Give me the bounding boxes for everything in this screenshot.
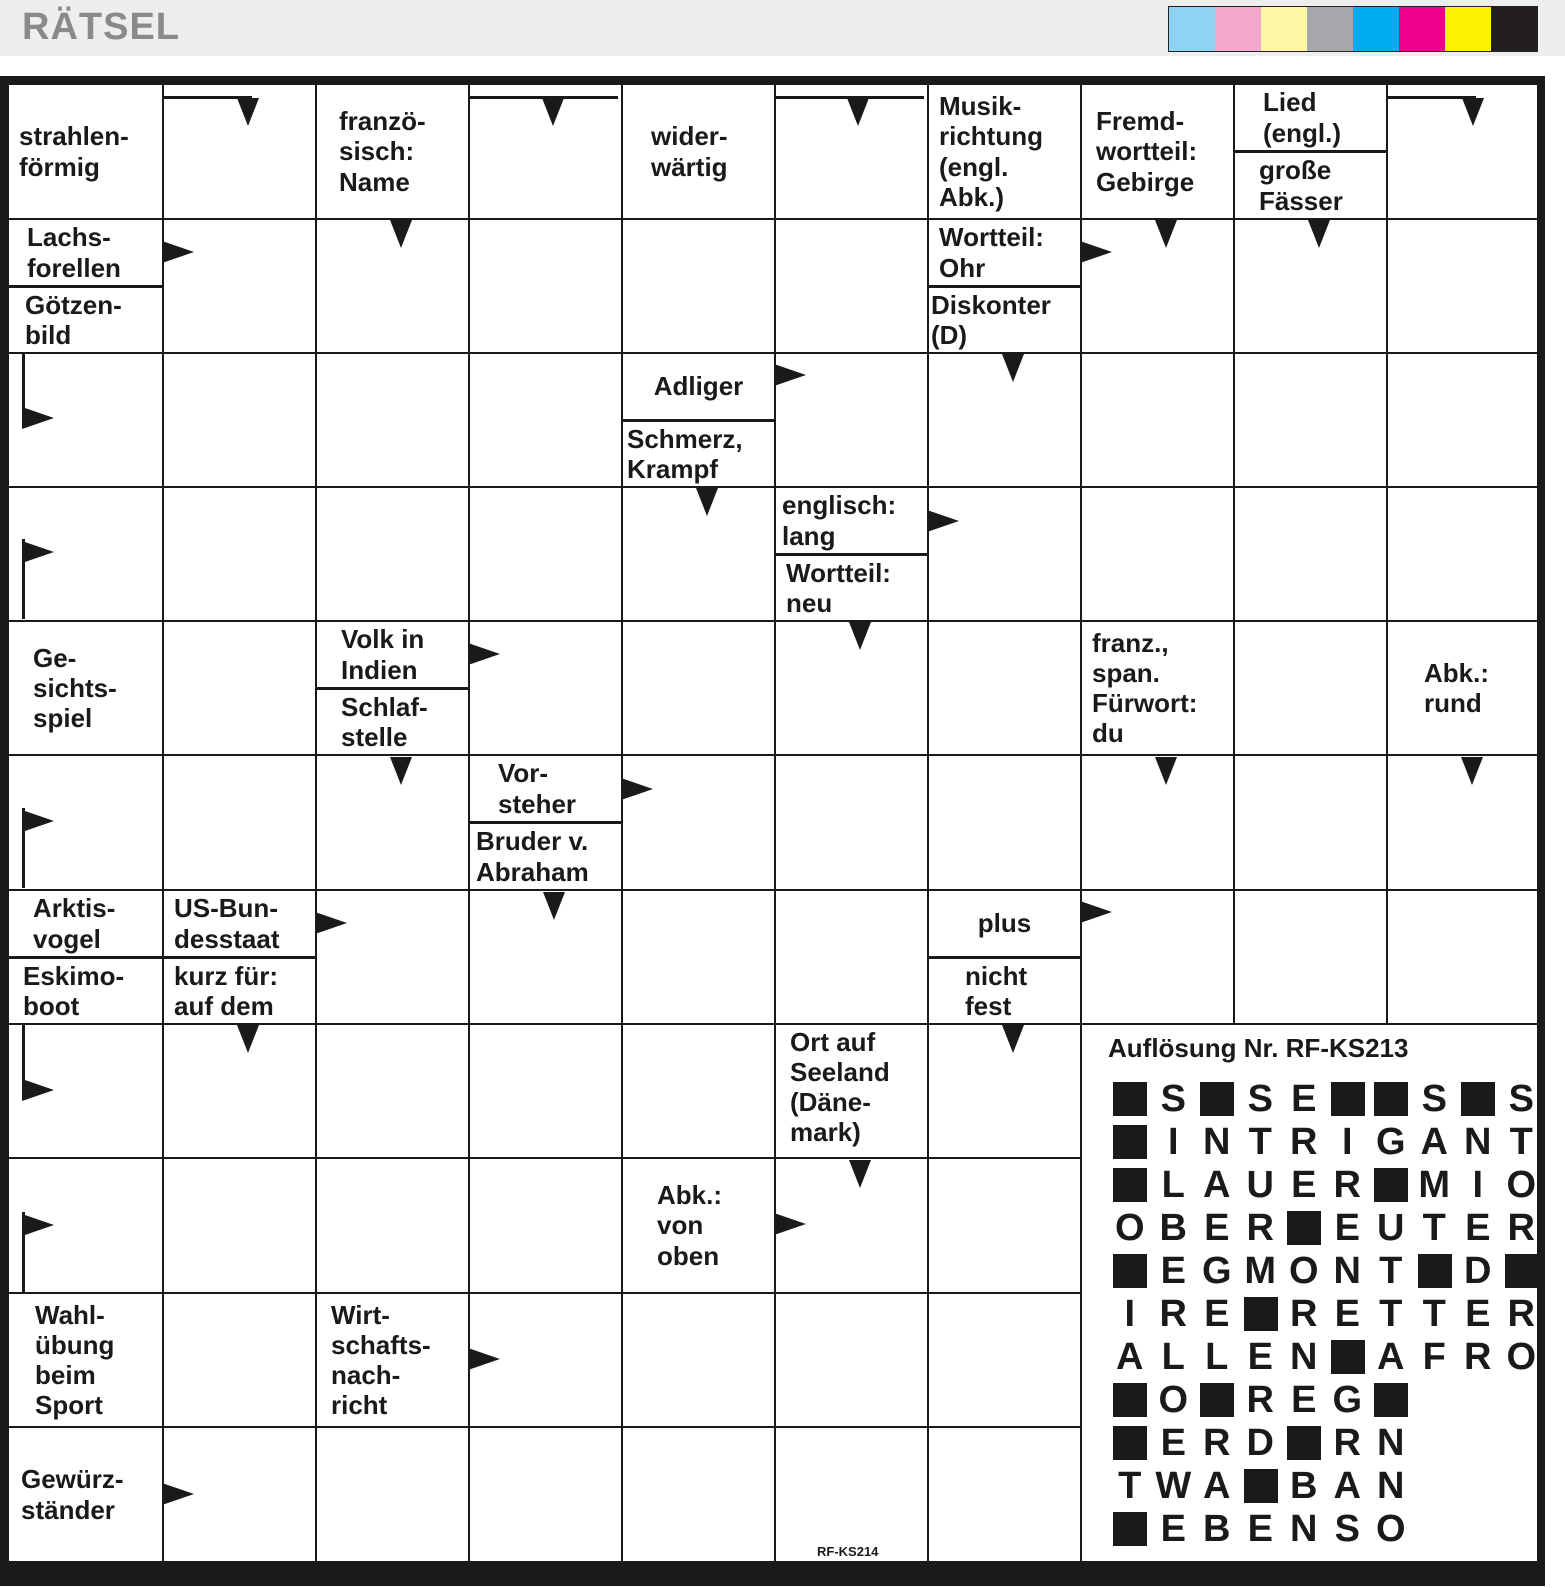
solution-letter: R (1507, 1206, 1535, 1249)
solution-panel (1082, 1025, 1537, 1561)
clue-diskonter_d: Diskonter (D) (931, 289, 1051, 350)
clue-wirtschaftsnachricht: Wirt- schafts- nach- richt (331, 1299, 431, 1421)
solution-letter: L (1161, 1335, 1185, 1378)
arrow-down-icon (849, 622, 871, 650)
clue-wortteil_ohr: Wortteil: Ohr (939, 222, 1044, 283)
solution-letter: O (1506, 1335, 1537, 1378)
clue-schlafstelle: Schlaf- stelle (341, 691, 428, 752)
arrow-down-icon (237, 1025, 259, 1053)
solution-letter: R (1464, 1335, 1492, 1378)
solution-block (1374, 1168, 1408, 1202)
clue-goetzenbild: Götzen- bild (25, 289, 122, 350)
arrow-right-icon (315, 912, 347, 934)
arrow-right-icon (22, 810, 54, 832)
arrow-down-icon (1155, 220, 1177, 248)
solution-letter: U (1377, 1206, 1405, 1249)
solution-letter: F (1422, 1335, 1446, 1378)
solution-block (1113, 1082, 1147, 1116)
grid-cell[interactable] (317, 1159, 468, 1292)
grid-cell[interactable] (470, 354, 621, 486)
clue-widerwaertig: wider- wärtig (651, 121, 728, 182)
solution-letter: I (1472, 1163, 1484, 1206)
solution-letter: O (1506, 1163, 1537, 1206)
solution-letter: E (1465, 1206, 1491, 1249)
solution-row (1108, 1464, 1543, 1507)
clue-franzoesisch_name: franzö- sisch: Name (339, 106, 426, 197)
clue-wortteil_neu: Wortteil: neu (786, 557, 891, 618)
solution-letter: R (1507, 1292, 1535, 1335)
grid-cell[interactable] (164, 354, 315, 486)
arrow-right-icon (621, 778, 653, 800)
grid-cell[interactable] (470, 1428, 621, 1561)
arrow-right-icon (927, 510, 959, 532)
solution-row (1108, 1163, 1543, 1206)
solution-letter: N (1290, 1335, 1318, 1378)
solution-letter: M (1418, 1163, 1451, 1206)
solution-block (1113, 1512, 1147, 1546)
clue-vorsteher: Vor- steher (498, 758, 577, 819)
clue-wahluebung: Wahl- übung beim Sport (35, 1299, 115, 1421)
arrow-down-icon (237, 98, 259, 126)
grid-cell[interactable] (317, 891, 468, 1023)
solution-block (1331, 1082, 1365, 1116)
solution-letter: E (1247, 1507, 1273, 1550)
solution-letter: G (1201, 1249, 1232, 1292)
grid-cell[interactable] (1235, 622, 1386, 754)
grid-cell[interactable] (317, 1428, 468, 1561)
grid-cell[interactable] (1388, 891, 1537, 1023)
solution-letter: G (1375, 1120, 1406, 1163)
solution-letter: D (1464, 1249, 1492, 1292)
solution-letter: E (1160, 1249, 1186, 1292)
solution-letter: T (1118, 1464, 1142, 1507)
solution-block (1461, 1082, 1495, 1116)
clue-arktisvogel: Arktis- vogel (33, 893, 116, 954)
solution-row (1108, 1507, 1543, 1550)
solution-letter: L (1205, 1335, 1229, 1378)
solution-letter: E (1160, 1507, 1186, 1550)
solution-block (1418, 1254, 1452, 1288)
grid-cell[interactable] (1235, 891, 1386, 1023)
clue-abk_rund_label: Abk.: rund (1424, 657, 1489, 718)
grid-cell[interactable] (1235, 488, 1386, 620)
grid-cell[interactable] (776, 1294, 927, 1426)
arrow-right-icon (774, 364, 806, 386)
grid-cell[interactable] (623, 891, 774, 1023)
solution-letter: O (1288, 1249, 1319, 1292)
grid-cell[interactable] (164, 488, 315, 620)
solution-block (1200, 1082, 1234, 1116)
solution-letter: R (1246, 1206, 1274, 1249)
clue-eskimoboot: Eskimo- boot (23, 960, 125, 1021)
solution-letter: A (1333, 1464, 1361, 1507)
grid-cell[interactable] (317, 1025, 468, 1157)
arrow-right-icon (22, 1214, 54, 1236)
grid-cell[interactable] (1388, 488, 1537, 620)
grid-cell[interactable] (317, 354, 468, 486)
clue-musikrichtung: Musik- richtung (engl. Abk.) (939, 91, 1043, 212)
arrow-stem (162, 96, 252, 99)
grid-cell[interactable] (317, 488, 468, 620)
solution-letter: I (1167, 1120, 1179, 1163)
solution-letter: A (1116, 1335, 1144, 1378)
clue-adliger: Adliger (653, 371, 744, 402)
solution-letter: E (1291, 1378, 1317, 1421)
solution-letter: T (1422, 1206, 1446, 1249)
grid-cell[interactable] (929, 488, 1080, 620)
swatch-black (1491, 7, 1537, 51)
solution-letter: R (1203, 1421, 1231, 1464)
solution-letter: B (1290, 1464, 1318, 1507)
solution-letter: N (1377, 1421, 1405, 1464)
solution-letter: S (1508, 1077, 1534, 1120)
solution-letter: E (1160, 1421, 1186, 1464)
clue-fremdwortteil_gebirge: Fremd- wortteil: Gebirge (1096, 106, 1198, 197)
solution-letter: U (1246, 1163, 1274, 1206)
grid-cell[interactable] (470, 1025, 621, 1157)
solution-letter: R (1333, 1421, 1361, 1464)
grid-cell[interactable] (929, 1294, 1080, 1426)
grid-cell[interactable] (623, 1025, 774, 1157)
solution-letter: A (1377, 1335, 1405, 1378)
solution-row (1108, 1120, 1543, 1163)
solution-letter: T (1379, 1249, 1403, 1292)
grid-cell[interactable] (776, 891, 927, 1023)
solution-row (1108, 1292, 1543, 1335)
arrow-down-icon (390, 757, 412, 785)
solution-letter: S (1160, 1077, 1186, 1120)
solution-letter: B (1159, 1206, 1187, 1249)
solution-block (1244, 1297, 1278, 1331)
solution-letter: E (1204, 1292, 1230, 1335)
solution-letter: S (1421, 1077, 1447, 1120)
solution-letter: T (1248, 1120, 1272, 1163)
arrow-right-icon (468, 1348, 500, 1370)
solution-block (1113, 1125, 1147, 1159)
arrow-right-icon (1080, 901, 1112, 923)
arrow-down-icon (696, 488, 718, 516)
clue-ort_auf_seeland: Ort auf Seeland (Däne- mark) (790, 1027, 890, 1148)
grid-cell[interactable] (1388, 220, 1537, 352)
solution-letter: A (1420, 1120, 1448, 1163)
header-bar (0, 0, 1565, 56)
swatch-pink (1215, 7, 1261, 51)
arrow-down-icon (1461, 757, 1483, 785)
solution-block (1374, 1383, 1408, 1417)
color-swatches (1168, 6, 1538, 52)
grid-cell[interactable] (1235, 354, 1386, 486)
grid-cell[interactable] (470, 622, 621, 754)
puzzle-code: RF-KS214 (817, 1544, 879, 1559)
clue-gewuerzstaender: Gewürz- ständer (21, 1464, 124, 1525)
solution-letter: L (1161, 1163, 1185, 1206)
solution-block (1200, 1383, 1234, 1417)
arrow-stem (22, 808, 25, 888)
clue-nicht_fest: nicht fest (965, 960, 1028, 1021)
grid-cell[interactable] (470, 220, 621, 352)
arrow-down-icon (849, 1160, 871, 1188)
solution-letter: R (1290, 1292, 1318, 1335)
solution-letter: R (1333, 1163, 1361, 1206)
solution-letter: B (1203, 1507, 1231, 1550)
solution-letter: T (1422, 1292, 1446, 1335)
arrow-stem (22, 354, 25, 426)
solution-letter: N (1377, 1464, 1405, 1507)
arrow-stem (22, 1212, 25, 1292)
solution-block (1113, 1383, 1147, 1417)
arrow-down-icon (1462, 98, 1484, 126)
arrow-right-icon (1080, 241, 1112, 263)
solution-letter: O (1158, 1378, 1189, 1421)
solution-block (1374, 1082, 1408, 1116)
crossword-grid (8, 84, 1538, 1562)
grid-cell[interactable] (1235, 756, 1386, 889)
solution-letter: I (1341, 1120, 1353, 1163)
swatch-magenta (1399, 7, 1445, 51)
arrow-stem (774, 96, 924, 99)
grid-cell[interactable] (623, 1428, 774, 1561)
grid-cell[interactable] (470, 488, 621, 620)
solution-letter: W (1155, 1464, 1192, 1507)
solution-letter: I (1124, 1292, 1136, 1335)
grid-cell[interactable] (164, 622, 315, 754)
grid-cell[interactable] (929, 622, 1080, 754)
solution-block (1331, 1340, 1365, 1374)
solution-row (1108, 1077, 1543, 1120)
solution-row (1108, 1335, 1543, 1378)
page-title: RÄTSEL (22, 6, 180, 48)
swatch-cyan (1353, 7, 1399, 51)
arrow-down-icon (543, 892, 565, 920)
solution-letter: T (1379, 1292, 1403, 1335)
arrow-stem (468, 96, 618, 99)
arrow-down-icon (847, 98, 869, 126)
solution-letter: S (1247, 1077, 1273, 1120)
solution-letter: E (1204, 1206, 1230, 1249)
solution-letter: E (1291, 1077, 1317, 1120)
clue-lachsforellen: Lachs- forellen (27, 222, 121, 283)
grid-cell[interactable] (623, 622, 774, 754)
solution-block (1505, 1254, 1539, 1288)
swatch-light-yellow (1261, 7, 1307, 51)
solution-letter: E (1247, 1335, 1273, 1378)
solution-letter: E (1291, 1163, 1317, 1206)
swatch-gray (1307, 7, 1353, 51)
arrow-right-icon (774, 1213, 806, 1235)
swatch-yellow (1445, 7, 1491, 51)
solution-letter: T (1509, 1120, 1533, 1163)
clue-bruder_abraham: Bruder v. Abraham (476, 826, 589, 887)
solution-letter: E (1465, 1292, 1491, 1335)
solution-letter: N (1203, 1120, 1231, 1163)
grid-cell[interactable] (164, 756, 315, 889)
arrow-stem (22, 1025, 25, 1097)
solution-letter: N (1290, 1507, 1318, 1550)
solution-letter: N (1464, 1120, 1492, 1163)
arrow-stem (1386, 96, 1476, 99)
clue-grosse_faesser: große Fässer (1259, 155, 1343, 216)
solution-rows (1108, 1077, 1543, 1550)
solution-row (1108, 1206, 1543, 1249)
solution-block (1244, 1469, 1278, 1503)
grid-cell[interactable] (929, 1428, 1080, 1561)
swatch-light-blue (1169, 7, 1215, 51)
arrow-right-icon (162, 241, 194, 263)
solution-letter: R (1290, 1120, 1318, 1163)
arrow-down-icon (1308, 220, 1330, 248)
arrow-right-icon (162, 1483, 194, 1505)
clue-plus: plus (977, 908, 1032, 939)
clue-us_bundesstaat: US-Bun- desstaat (174, 893, 280, 954)
solution-block (1287, 1211, 1321, 1245)
solution-letter: M (1244, 1249, 1277, 1292)
solution-block (1287, 1426, 1321, 1460)
grid-cell[interactable] (776, 1428, 927, 1561)
solution-block (1113, 1426, 1147, 1460)
grid-cell[interactable] (929, 756, 1080, 889)
solution-letter: N (1333, 1249, 1361, 1292)
arrow-down-icon (390, 220, 412, 248)
clue-schmerz_krampf: Schmerz, Krampf (627, 423, 743, 484)
solution-letter: R (1246, 1378, 1274, 1421)
clue-gesichtsspiel: Ge- sichts- spiel (33, 642, 117, 734)
solution-letter: G (1332, 1378, 1363, 1421)
arrow-down-icon (542, 98, 564, 126)
solution-block (1113, 1254, 1147, 1288)
solution-block (1113, 1168, 1147, 1202)
grid-cell[interactable] (164, 220, 315, 352)
arrow-down-icon (1002, 1025, 1024, 1053)
grid-cell[interactable] (623, 220, 774, 352)
solution-letter: D (1246, 1421, 1274, 1464)
solution-row (1108, 1421, 1543, 1464)
grid-cell[interactable] (623, 1294, 774, 1426)
clue-volk_in_indien: Volk in Indien (341, 624, 425, 685)
clue-lied_engl: Lied (engl.) (1263, 87, 1341, 148)
arrow-down-icon (1002, 354, 1024, 382)
solution-letter: R (1159, 1292, 1187, 1335)
clue-strahlenfoermig: strahlen- förmig (19, 121, 129, 182)
arrow-right-icon (468, 643, 500, 665)
grid-cell[interactable] (164, 1159, 315, 1292)
solution-title: Auflösung Nr. RF-KS213 (1108, 1033, 1409, 1063)
grid-cell[interactable] (470, 1159, 621, 1292)
grid-cell[interactable] (1082, 354, 1233, 486)
clue-franz_span_fuerwort: franz., span. Fürwort: du (1092, 627, 1198, 749)
grid-cell[interactable] (164, 1294, 315, 1426)
grid-cell[interactable] (776, 756, 927, 889)
solution-letter: A (1203, 1464, 1231, 1507)
grid-cell[interactable] (623, 756, 774, 889)
solution-letter: A (1203, 1163, 1231, 1206)
arrow-right-icon (22, 407, 54, 429)
solution-letter: S (1334, 1507, 1360, 1550)
arrow-down-icon (1155, 757, 1177, 785)
arrow-right-icon (22, 541, 54, 563)
solution-letter: O (1375, 1507, 1406, 1550)
grid-cell[interactable] (1082, 488, 1233, 620)
arrow-stem (22, 539, 25, 619)
clue-englisch_lang: englisch: lang (782, 490, 897, 551)
clue-kurz_fuer_auf_dem: kurz für: auf dem (174, 960, 278, 1021)
solution-letter: E (1334, 1206, 1360, 1249)
solution-letter: E (1334, 1292, 1360, 1335)
solution-row (1108, 1249, 1543, 1292)
clue-abk_von_oben: Abk.: von oben (657, 1180, 722, 1271)
arrow-right-icon (22, 1079, 54, 1101)
solution-letter: O (1114, 1206, 1145, 1249)
grid-cell[interactable] (1388, 354, 1537, 486)
grid-cell[interactable] (929, 1159, 1080, 1292)
grid-cell[interactable] (776, 220, 927, 352)
solution-row (1108, 1378, 1543, 1421)
